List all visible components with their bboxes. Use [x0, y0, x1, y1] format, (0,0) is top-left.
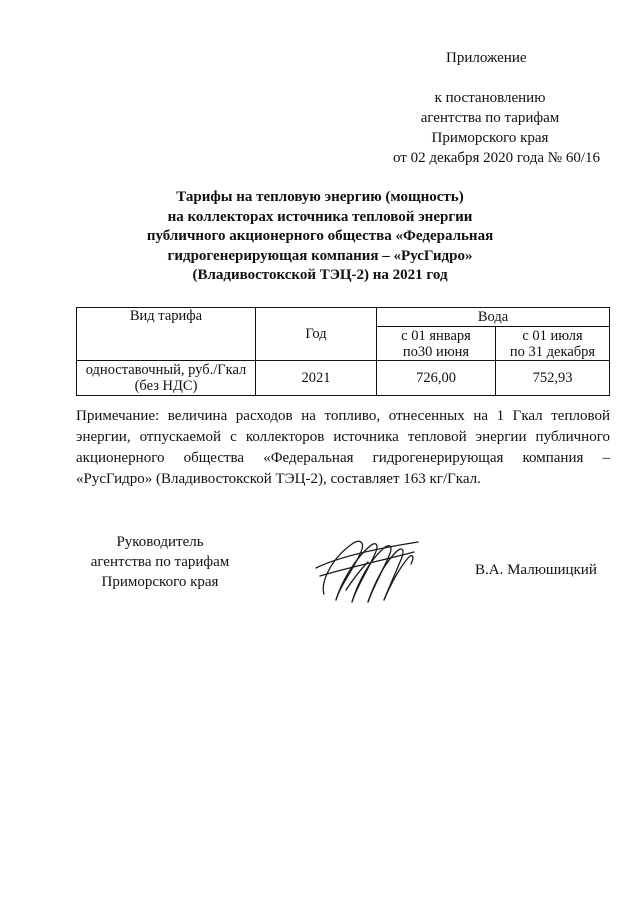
appendix-block [380, 48, 600, 168]
period-2-to: по 31 декабря [509, 343, 596, 360]
row-year: 2021 [256, 361, 377, 396]
appendix-line-1: к постановлению [434, 90, 546, 106]
row-value-period-2: 752,93 [496, 361, 610, 396]
period-1-to: по30 июня [402, 343, 470, 360]
appendix-line-2: агентства по тарифам [420, 110, 560, 126]
header-tariff-type: Вид тарифа [77, 308, 256, 361]
title-line-2: на коллекторах источника тепловой энергии [167, 208, 473, 225]
appendix-line-4: от 02 декабря 2020 года № 60/16 [392, 150, 600, 166]
row-tariff-type [77, 361, 256, 396]
signer-block [60, 532, 260, 592]
header-water: Вода [377, 308, 610, 327]
signer-line-2: агентства по тарифам [90, 554, 230, 570]
header-year: Год [256, 308, 377, 361]
row-value-period-1: 726,00 [377, 361, 496, 396]
appendix-line-3: Приморского края [431, 130, 549, 146]
signer-line-1: Руководитель [116, 534, 204, 550]
signer-name: В.А. Малюшицкий [475, 562, 597, 578]
period-2-from: с 01 июля [522, 327, 583, 344]
title-line-5: (Владивостокской ТЭЦ-2) на 2021 год [192, 267, 448, 283]
signer-line-3: Приморского края [101, 574, 219, 590]
header-period-2 [496, 327, 610, 361]
row-tariff-type-line-1: одноставочный, руб./Гкал [85, 362, 247, 378]
title-line-4: гидрогенерирующая компания – «РусГидро» [167, 247, 473, 264]
tariff-table [76, 307, 610, 396]
header-period-1 [377, 327, 496, 361]
title-line-3: публичного акционерного общества «Федеральная [146, 228, 494, 244]
row-tariff-type-line-2: (без НДС) [134, 378, 198, 394]
note-paragraph: Примечание: величина расходов на топливо, отнесенных на 1 Гкал тепловой энергии, отпускаемой с коллекторов источника тепловой энергии публичного акционерного общества «Федеральная гидрогенерирующая компания – «РусГидро» (Владивостокской ТЭЦ-2), составляет 163 кг/Гкал. [76, 408, 610, 487]
title-line-1: Тарифы на тепловую энергию (мощность) [176, 189, 464, 205]
handwritten-signature [310, 528, 425, 606]
appendix-label: Приложение [446, 50, 527, 66]
period-1-from: с 01 января [401, 327, 471, 344]
document-title [110, 188, 530, 286]
